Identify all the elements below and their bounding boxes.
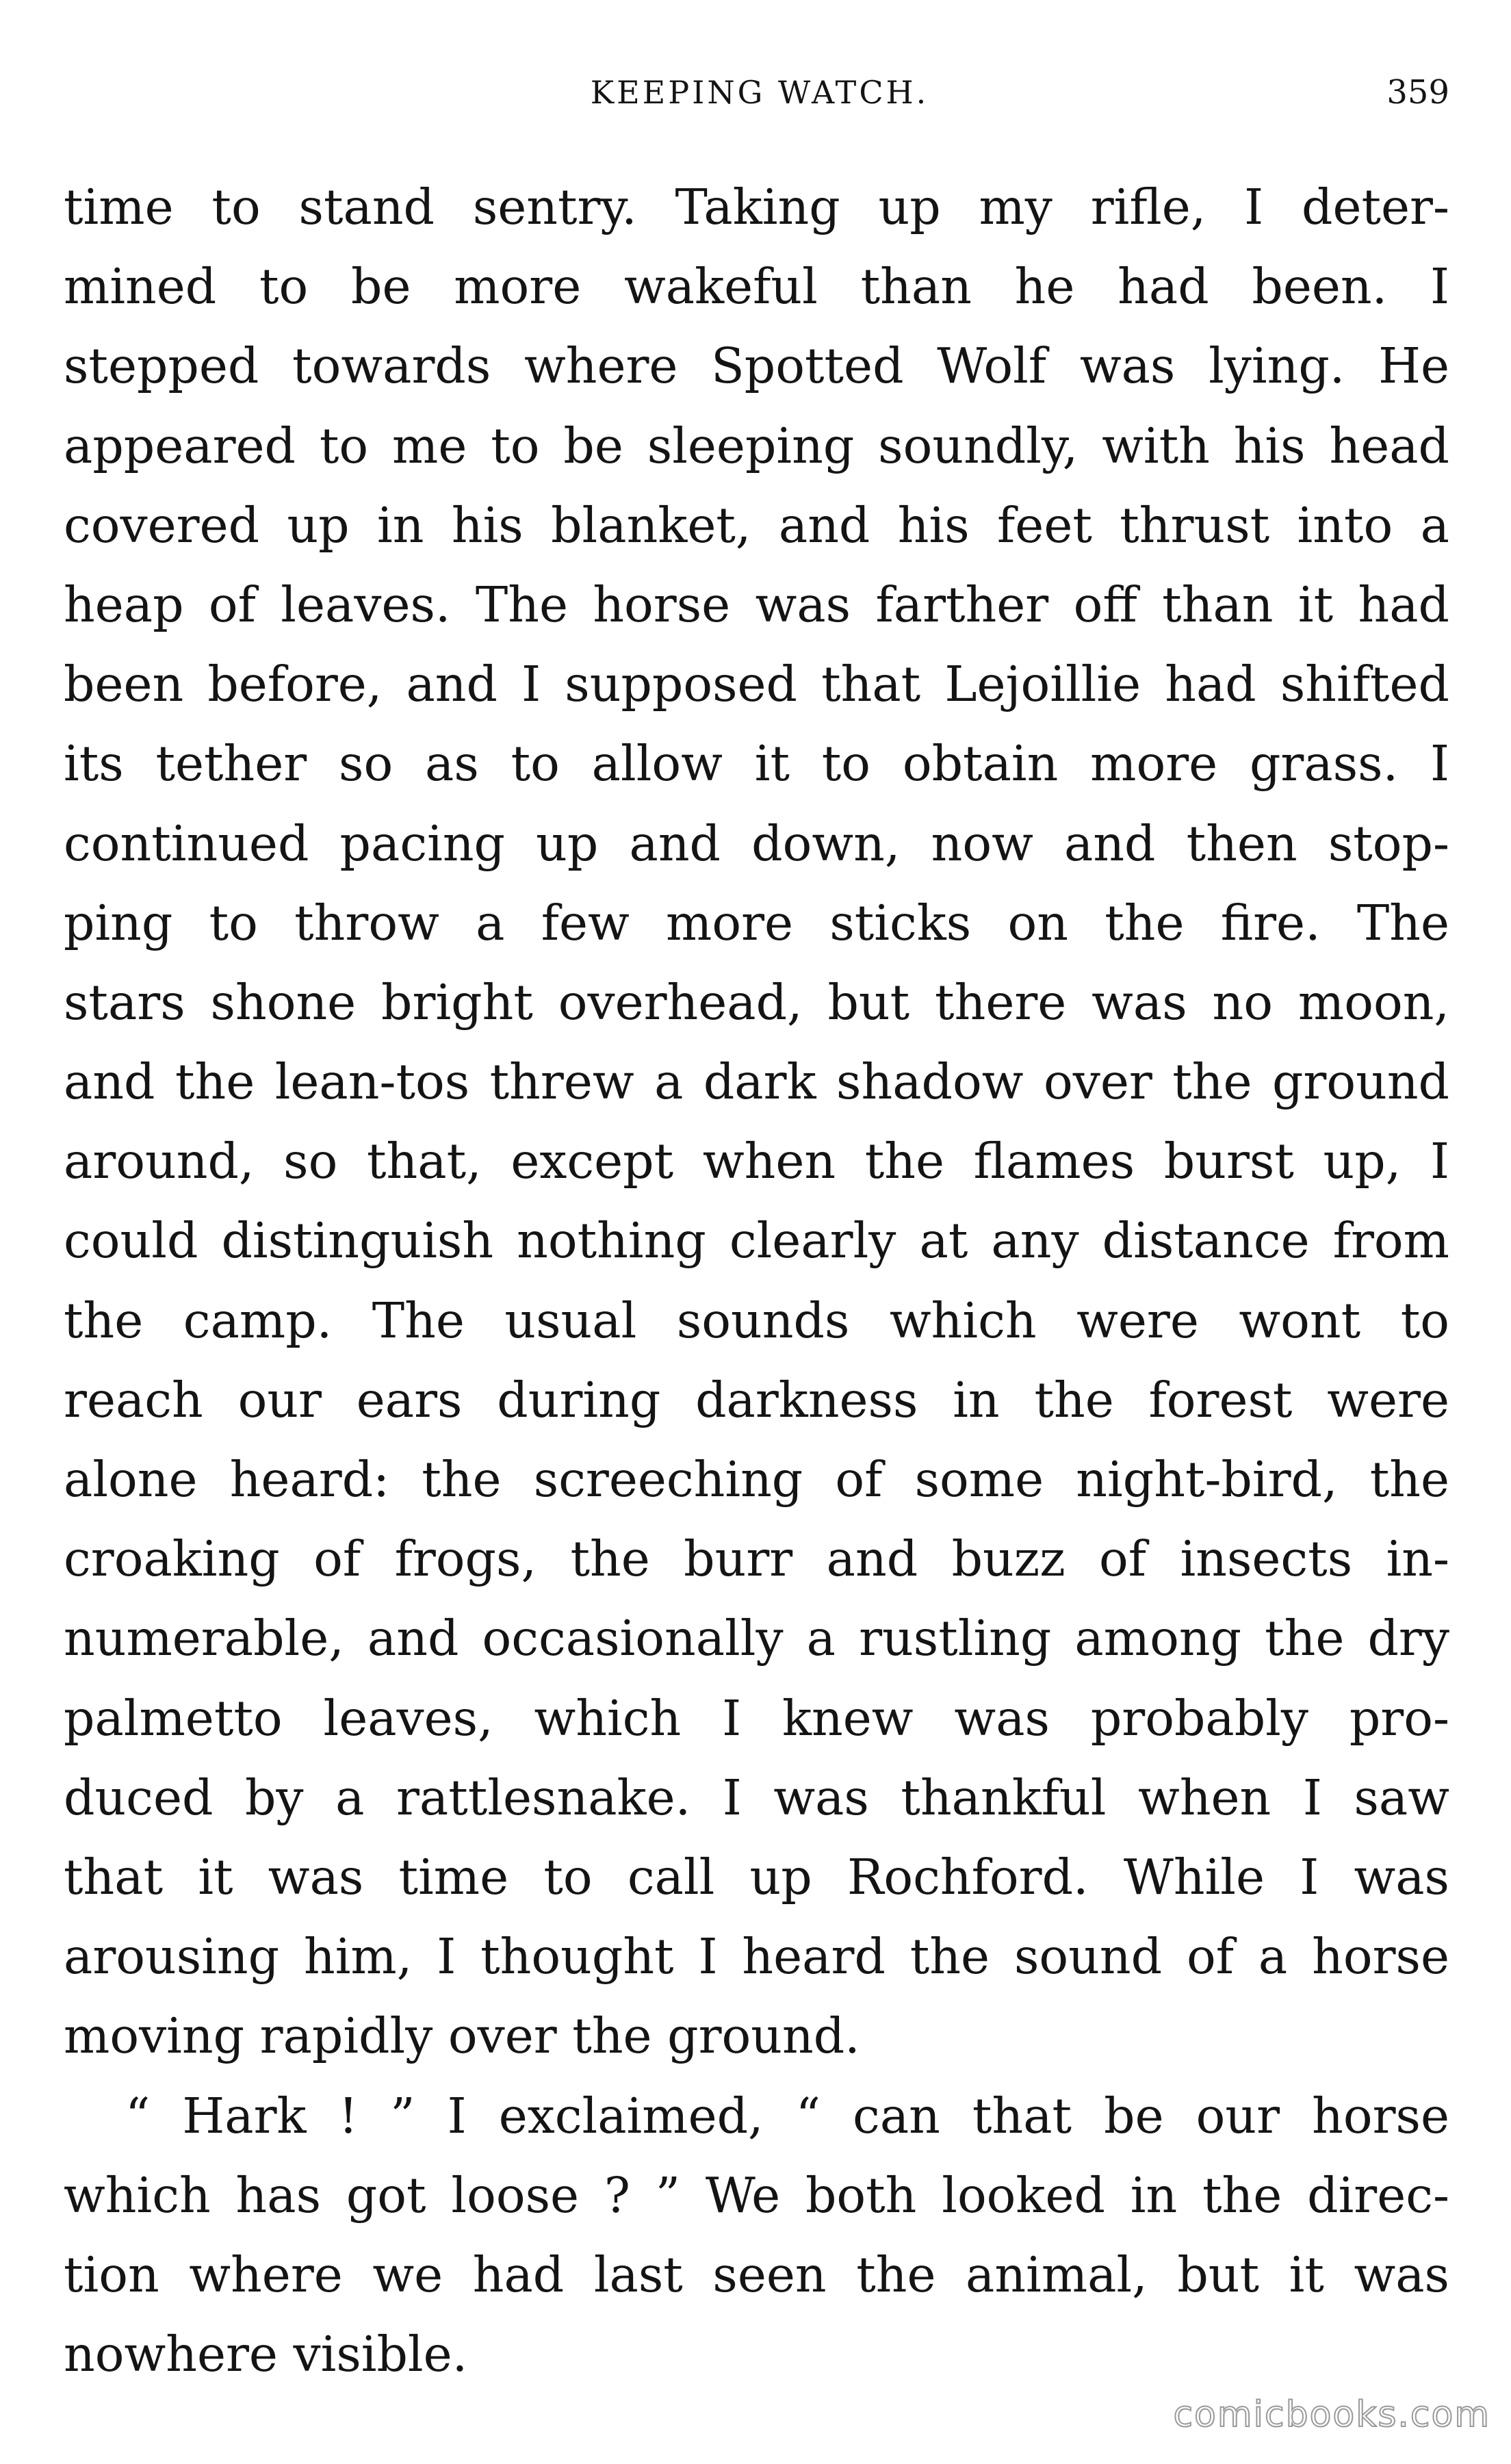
text-line: moving rapidly over the ground.: [64, 2007, 860, 2065]
page-header: [0, 65, 1511, 120]
text-line: could distinguish nothing clearly at any distance from: [64, 1212, 1449, 1270]
text-line: continued pacing up and down, now and then stop-: [64, 814, 1449, 872]
text-line: reach our ears during darkness in the forest were: [64, 1371, 1449, 1428]
text-line: stepped towards where Spotted Wolf was lying. He: [64, 337, 1449, 395]
text-line: “ Hark ! ” I exclaimed, “ can that be our horse: [125, 2087, 1449, 2144]
text-line: tion where we had last seen the animal, but it was: [64, 2246, 1449, 2303]
body-text: [64, 168, 1449, 2394]
text-line: alone heard: the screeching of some night-bird, the: [64, 1451, 1449, 1508]
text-line: croaking of frogs, the burr and buzz of insects in-: [64, 1530, 1449, 1588]
text-line: its tether so as to allow it to obtain more grass. I: [64, 735, 1449, 793]
text-line: palmetto leaves, which I knew was probably pro-: [64, 1689, 1449, 1747]
text-line: nowhere visible.: [64, 2326, 468, 2383]
text-line: been before, and I supposed that Lejoillie had shifted: [64, 656, 1449, 713]
watermark-logo: comicbooks.com: [1173, 2394, 1490, 2435]
paragraph: [64, 2077, 1449, 2395]
text-line: heap of leaves. The horse was farther off than it had: [64, 576, 1449, 633]
text-line: appeared to me to be sleeping soundly, with his head: [64, 417, 1449, 474]
text-line: and the lean-tos threw a dark shadow over the ground: [64, 1053, 1449, 1111]
text-line: duced by a rattlesnake. I was thankful when I saw: [64, 1769, 1449, 1826]
text-line: time to stand sentry. Taking up my rifle, I deter-: [64, 179, 1449, 235]
text-line: arousing him, I thought I heard the sound of a horse: [64, 1928, 1449, 1986]
text-line: that it was time to call up Rochford. While I was: [64, 1848, 1449, 1905]
text-line: the camp. The usual sounds which were wont to: [64, 1292, 1449, 1349]
text-line: stars shone bright overhead, but there was no moon,: [64, 973, 1449, 1031]
text-line: mined to be more wakeful than he had been. I: [64, 258, 1449, 316]
running-head: KEEPING WATCH.: [590, 74, 929, 111]
paragraph: [64, 168, 1449, 2077]
text-line: which has got loose ? ” We both looked in the direc-: [64, 2166, 1449, 2224]
text-line: around, so that, except when the flames burst up, I: [64, 1133, 1449, 1190]
page-number: 359: [1386, 73, 1449, 112]
text-line: ping to throw a few more sticks on the fire. The: [64, 894, 1449, 951]
text-line: numerable, and occasionally a rustling among the dry: [64, 1610, 1449, 1667]
text-line: covered up in his blanket, and his feet thrust into a: [64, 496, 1449, 554]
